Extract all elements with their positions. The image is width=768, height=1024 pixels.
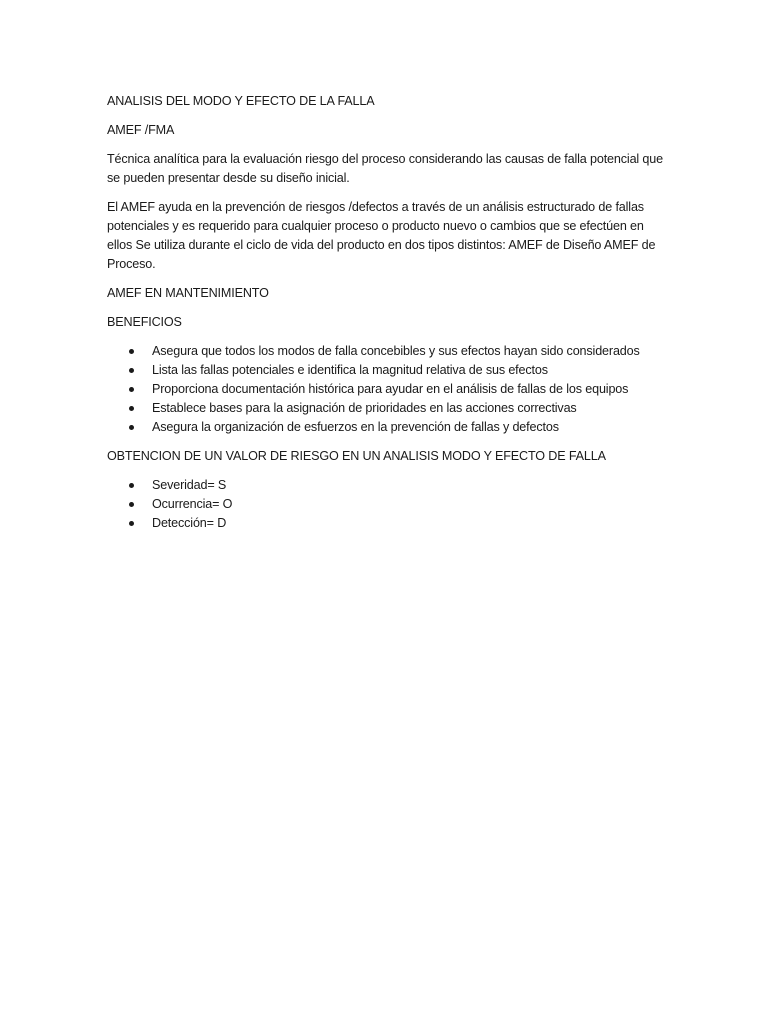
list-item-text: Ocurrencia= O [152,497,233,511]
list-item [107,514,667,533]
bullet-icon [129,406,134,411]
list-item [107,418,667,437]
document-title: ANALISIS DEL MODO Y EFECTO DE LA FALLA [107,94,375,108]
list-item [107,342,667,361]
list-item-text: Asegura que todos los modos de falla concebibles y sus efectos hayan sido considerados [152,344,640,358]
section-heading-riesgo: OBTENCION DE UN VALOR DE RIESGO EN UN ANALISIS MODO Y EFECTO DE FALLA [107,449,606,463]
section-heading-beneficios: BENEFICIOS [107,315,182,329]
list-item-text: Detección= D [152,516,227,530]
bullet-icon [129,521,134,526]
list-item-text: Establece bases para la asignación de prioridades en las acciones correctivas [152,401,577,415]
list-item-text: Severidad= S [152,478,227,492]
list-item-text: Proporciona documentación histórica para ayudar en el análisis de fallas de los equipos [152,382,629,396]
document-content [107,92,667,543]
list-item [107,399,667,418]
list-item-text: Lista las fallas potenciales e identifica la magnitud relativa de sus efectos [152,363,548,377]
list-item [107,495,667,514]
bullet-icon [129,368,134,373]
section-heading-mantenimiento: AMEF EN MANTENIMIENTO [107,286,269,300]
beneficios-list [107,342,667,437]
list-item-text: Asegura la organización de esfuerzos en la prevención de fallas y defectos [152,420,559,434]
list-item [107,380,667,399]
document-subtitle: AMEF /FMA [107,123,175,137]
bullet-icon [129,483,134,488]
bullet-icon [129,502,134,507]
paragraph-definition: Técnica analítica para la evaluación riesgo del proceso considerando las causas de falla potencial que se pueden presentar desde su diseño inicial. [107,152,663,185]
list-item [107,476,667,495]
riesgo-list [107,476,667,533]
list-item [107,361,667,380]
bullet-icon [129,349,134,354]
paragraph-amef-description: El AMEF ayuda en la prevención de riesgos /defectos a través de un análisis estructurado de fallas potenciales y es requerido para cualquier proceso o producto nuevo o cambios que se efectúen en ellos Se utiliza durante el ciclo de vida del producto en dos tipos distintos: AMEF de Diseño AMEF de Proceso. [107,200,656,271]
bullet-icon [129,425,134,430]
bullet-icon [129,387,134,392]
